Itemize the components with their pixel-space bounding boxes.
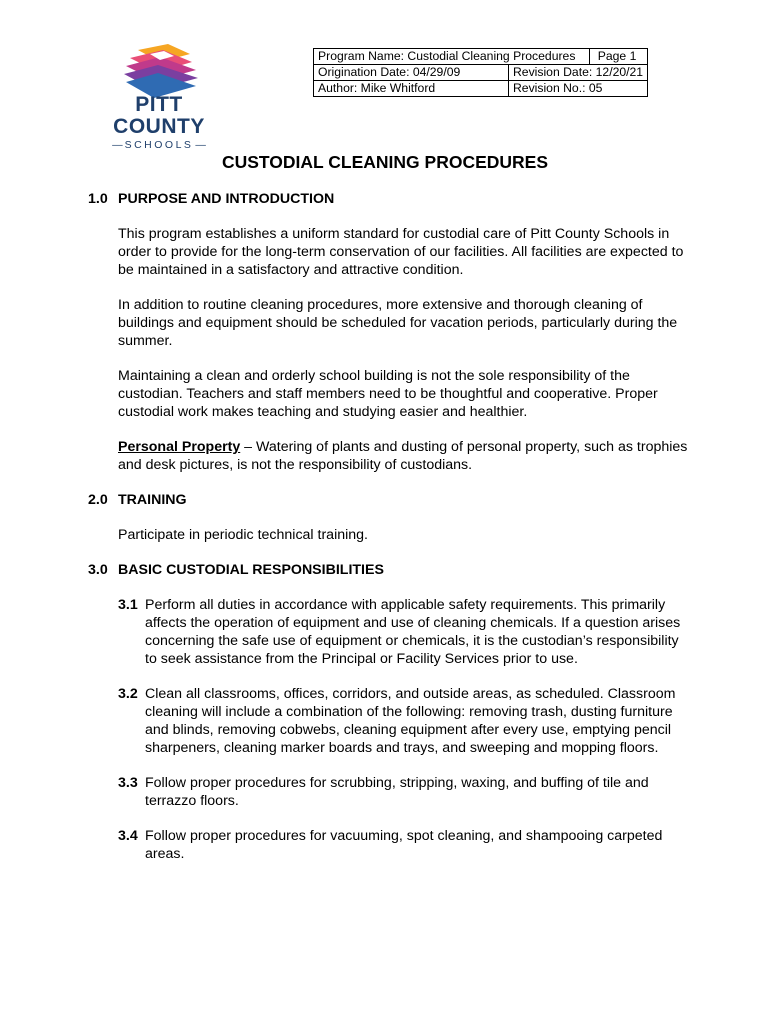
section-number: 2.0 [88, 492, 108, 508]
personal-property-label: Personal Property [118, 439, 241, 455]
item-text: Perform all duties in accordance with applicable safety requirements. This primarily affects the operation of equipment and use of cleaning chemicals. If a question arises concerning the safe use of equipment or chemicals, it is the custodian’s responsibility to seek assistance from the Principal or Facility Services prior to use. [145, 597, 681, 667]
section-title: BASIC CUSTODIAL RESPONSIBILITIES [118, 562, 384, 578]
item-text: Follow proper procedures for vacuuming, spot cleaning, and shampooing carpeted areas. [145, 828, 663, 862]
logo-title: PITT COUNTY [113, 93, 205, 138]
personal-property-paragraph [118, 438, 688, 474]
logo-subtitle: — SCHOOLS — [94, 138, 224, 152]
personal-property-text: – Watering of plants and dusting of personal property, such as trophies and desk pictures, is not the responsibility of custodians. [118, 439, 688, 473]
document-info-table [313, 48, 648, 97]
paragraph: In addition to routine cleaning procedures, more extensive and thorough cleaning of buildings and equipment should be scheduled for vacation periods, particularly during the summer. [118, 297, 678, 349]
item-number: 3.3 [118, 775, 138, 791]
item-number: 3.4 [118, 828, 138, 844]
logo-wordmark [94, 94, 224, 152]
item-number: 3.1 [118, 597, 138, 613]
section-number: 3.0 [88, 562, 108, 578]
document-body [88, 190, 688, 880]
paragraph: Maintaining a clean and orderly school building is not the sole responsibility of the custodian. Teachers and staff members need to be thoughtful and cooperative. Proper custodial work makes teaching and studying easier and healthier. [118, 368, 658, 420]
item-text: Follow proper procedures for scrubbing, stripping, waxing, and buffing of tile and terrazzo floors. [145, 775, 649, 809]
section-title: PURPOSE AND INTRODUCTION [118, 191, 335, 207]
section-number: 1.0 [88, 191, 108, 207]
page-number-cell: Page 1 [589, 49, 647, 65]
list-item [118, 827, 688, 863]
origination-date-cell: Origination Date: 04/29/09 [314, 65, 509, 81]
layered-logo-icon [108, 42, 218, 98]
section-heading [88, 491, 688, 509]
list-item [118, 685, 688, 757]
document-title: CUSTODIAL CLEANING PROCEDURES [221, 152, 549, 172]
author-cell: Author: Mike Whitford [314, 81, 509, 97]
item-number: 3.2 [118, 686, 138, 702]
section-heading [88, 561, 688, 579]
section-title: TRAINING [118, 492, 187, 508]
list-item [118, 774, 688, 810]
item-text: Clean all classrooms, offices, corridors, and outside areas, as scheduled. Classroom cleaning will include a combination of the following: removing trash, dusting furniture and blinds, removing cobwebs, cleaning equipment after every use, emptying pencil sharpeners, cleaning marker boards and trays, and sweeping and mopping floors. [145, 686, 676, 756]
revision-number-cell: Revision No.: 05 [509, 81, 648, 97]
revision-date-cell: Revision Date: 12/20/21 [509, 65, 648, 81]
list-item [118, 596, 688, 668]
paragraph: This program establishes a uniform standard for custodial care of Pitt County Schools in order to provide for the long-term conservation of our facilities. All facilities are expected to be maintained in a satisfactory and attractive condition. [118, 226, 684, 278]
program-name-cell: Program Name: Custodial Cleaning Procedures [314, 49, 590, 65]
paragraph: Participate in periodic technical training. [118, 527, 368, 543]
section-heading [88, 190, 688, 208]
